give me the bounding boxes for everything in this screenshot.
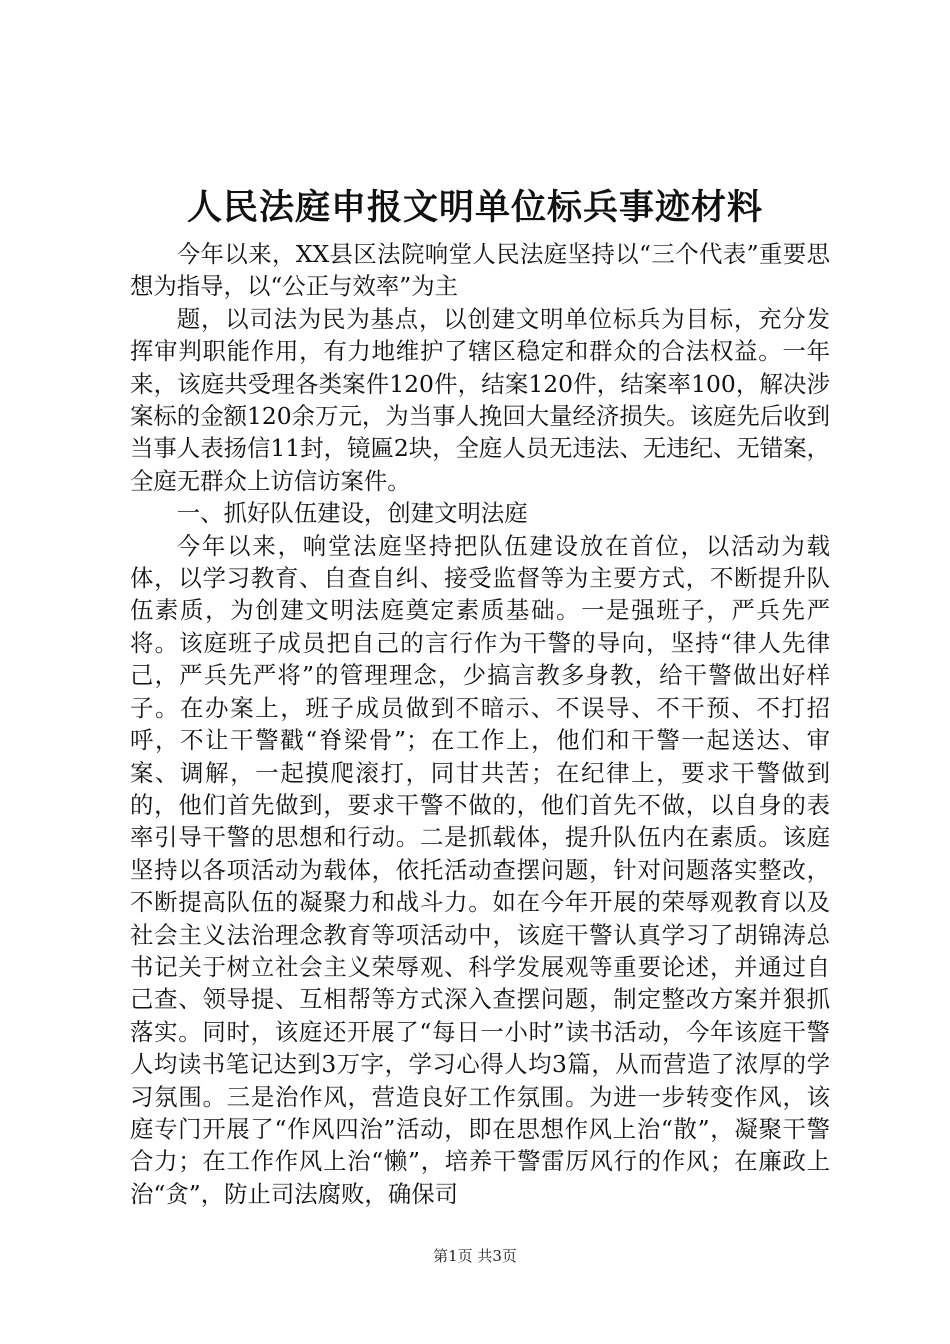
paragraph-summary: 题，以司法为民为基点，以创建文明单位标兵为目标，充分发挥审判职能作用，有力地维护了辖区稳定和群众的合法权益。一年来，该庭共受理各类案件120件，结案120件，结案率100，解决涉案标的金额120余万元，为当事人挽回大量经济损失。该庭先后收到当事人表扬信11封，镜匾2块，全庭人员无违法、无违纪、无错案，全庭无群众上访信访案件。 bbox=[130, 304, 830, 495]
document-title: 人民法庭申报文明单位标兵事迹材料 bbox=[186, 187, 763, 228]
document-body bbox=[130, 238, 830, 1210]
page-number: 第1页 共3页 bbox=[433, 1247, 517, 1265]
paragraph-team-building: 今年以来，响堂法庭坚持把队伍建设放在首位，以活动为载体，以学习教育、自查自纠、接受监督等为主要方式，不断提升队伍素质，为创建文明法庭奠定素质基础。一是强班子，严兵先严将。该庭班子成员把自己的言行作为干警的导向，坚持“律人先律己，严兵先严将”的管理理念，少搞言教多身教，给干警做出好样子。在办案上，班子成员做到不暗示、不误导、不干预、不打招呼，不让干警戳“脊梁骨”；在工作上，他们和干警一起送达、审案、调解，一起摸爬滚打，同甘共苦；在纪律上，要求干警做到的，他们首先做到，要求干警不做的，他们首先不做，以自身的表率引导干警的思想和行动。二是抓载体，提升队伍内在素质。该庭坚持以各项活动为载体，依托活动查摆问题，针对问题落实整改，不断提高队伍的凝聚力和战斗力。如在今年开展的荣辱观教育以及社会主义法治理念教育等项活动中，该庭干警认真学习了胡锦涛总书记关于树立社会主义荣辱观、科学发展观等重要论述，并通过自己查、领导提、互相帮等方式深入查摆问题，制定整改方案并狠抓落实。同时，该庭还开展了“每日一小时”读书活动，今年该庭干警人均读书笔记达到3万字，学习心得人均3篇，从而营造了浓厚的学习氛围。三是治作风，营造良好工作氛围。为进一步转变作风，该庭专门开展了“作风四治”活动，即在思想作风上治“散”，凝聚干警合力；在工作作风上治“懒”，培养干警雷厉风行的作风；在廉政上治“贪”，防止司法腐败，确保司 bbox=[130, 531, 830, 1208]
paragraph-intro: 今年以来，XX县区法院响堂人民法庭坚持以“三个代表”重要思想为指导，以“公正与效率”为主 bbox=[130, 240, 830, 301]
section-heading: 一、抓好队伍建设，创建文明法庭 bbox=[176, 499, 528, 528]
